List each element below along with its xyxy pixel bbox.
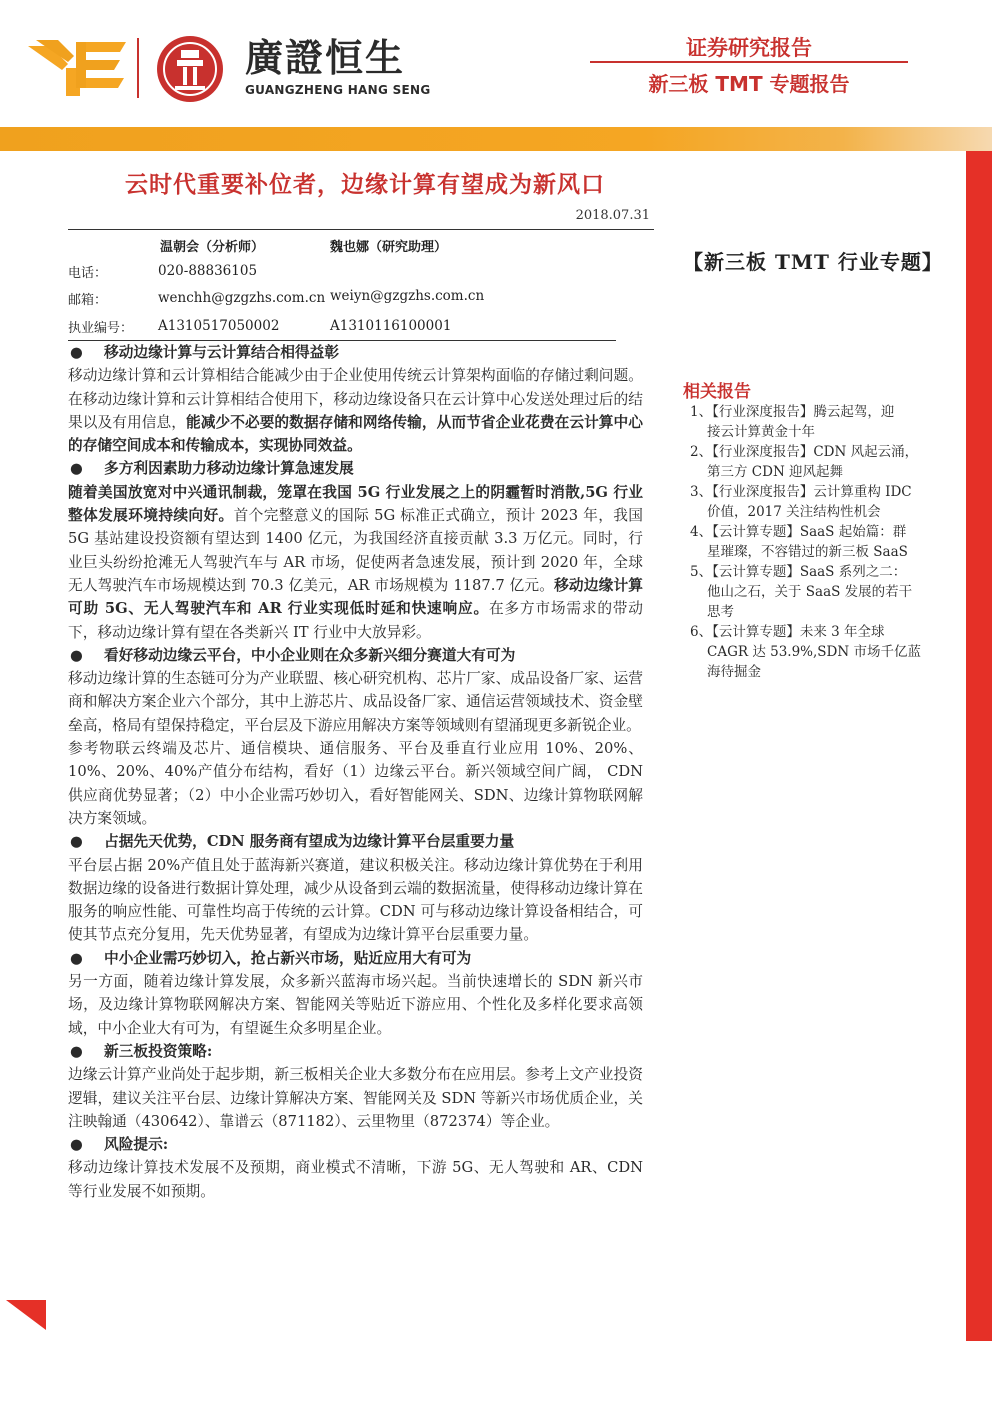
paragraph-text: 在多方市场需求的带动下，移动边缘计算有望在各类新兴 IT 行业中大放异彩。 (68, 600, 643, 641)
related-report-line: 4、【云计算专题】SaaS 起始篇：群 (690, 524, 907, 540)
section-paragraph (68, 667, 643, 737)
bullet-icon: ● (70, 1136, 83, 1154)
related-report-line: 2、【行业深度报告】CDN 风起云涌， (690, 444, 919, 460)
bullet-icon: ● (70, 460, 83, 478)
related-report-item[interactable] (690, 442, 948, 482)
bullet-icon: ● (70, 344, 83, 361)
report-title: 云时代重要补位者，边缘计算有望成为新风口 (125, 172, 605, 198)
section-heading (68, 830, 643, 853)
company-ye-logo (28, 38, 128, 98)
section-heading (68, 947, 643, 970)
assistant-email[interactable]: weiyn@gzgzhs.com.cn (330, 288, 485, 304)
assistant-name: 魏也娜（研究助理） (330, 240, 448, 255)
header-color-band (0, 127, 992, 151)
section-heading-text: 中小企业需巧妙切入，抢占新兴市场，贴近应用大有可为 (104, 949, 472, 967)
corner-triangle-decoration (6, 1300, 46, 1330)
license-label: 执业编号： (68, 321, 134, 336)
emphasis-text: 能减少不必要的数据存储和网络传输，从而节省企业花费在云计算中心的存储空间成本和传输成本，实现协同效益。 (68, 413, 643, 455)
report-subtype: 新三板 TMT 专题报告 (648, 72, 850, 96)
right-accent-bar (966, 151, 992, 1341)
related-report-item[interactable] (690, 562, 948, 622)
related-report-line: 1、【行业深度报告】腾云起驾，迎 (690, 404, 895, 420)
paragraph-text: 参考物联云终端及芯片、通信模块、通信服务、平台及垂直行业应用 10%、20%、10%、20%、40%产值分布结构，看好（1）边缘云平台。新兴领域空间广阔， CDN 供应商优势显著；（2）中小企业需巧妙切入，看好智能网关、SDN、边缘计算物联网解决方案领域。 (68, 740, 643, 827)
email-label: 邮箱： (68, 293, 108, 308)
analyst-name: 温朝会（分析师） (160, 240, 265, 255)
date-divider (68, 229, 654, 230)
related-report-line: 海待掘金 (707, 664, 761, 680)
related-report-line: 星璀璨，不容错过的新三板 SaaS (707, 544, 908, 560)
related-report-line: 第三方 CDN 迎风起舞 (707, 464, 844, 480)
section-heading (68, 1133, 643, 1156)
paragraph-text: 移动边缘计算的生态链可分为产业联盟、核心研究机构、芯片厂家、成品设备厂家、运营商和解决方案企业六个部分，其中上游芯片、成品设备厂家、通信运营领域技术、资金壁垒高，格局有望保持稳定，平台层及下游应用解决方案等领域则有望涌现更多新锐企业。 (68, 670, 643, 734)
paragraph-text: 另一方面，随着边缘计算发展，众多新兴蓝海市场兴起。当前快速增长的 SDN 新兴市场，及边缘计算物联网解决方案、智能网关等贴近下游应用、个性化及多样化要求高领域，中小企业大有可为，有望诞生众多明星企业。 (68, 973, 643, 1037)
section-heading-text: 占据先天优势，CDN 服务商有望成为边缘计算平台层重要力量 (104, 833, 515, 851)
section-paragraph (68, 737, 643, 830)
section-heading-text: 新三板投资策略: (104, 1042, 213, 1060)
section-paragraph (68, 1156, 643, 1203)
logo-divider (137, 38, 139, 98)
bullet-icon: ● (70, 646, 83, 664)
brand-name-cn: 廣證恒生 (245, 36, 406, 80)
related-report-item[interactable] (690, 402, 948, 442)
report-type: 证券研究报告 (686, 36, 812, 60)
section-paragraph (68, 364, 643, 457)
related-report-line: 3、【行业深度报告】云计算重构 IDC (690, 484, 912, 500)
report-date: 2018.07.31 (575, 208, 650, 223)
section-heading-text: 多方利因素助力移动边缘计算急速发展 (104, 460, 354, 478)
analyst-email[interactable]: wenchh@gzgzhs.com.cn (158, 290, 326, 306)
assistant-license-id: A1310116100001 (330, 318, 452, 334)
related-report-line: CAGR 达 53.9%,SDN 市场千亿蓝 (707, 644, 921, 660)
bullet-icon: ● (70, 1042, 83, 1060)
section-heading (68, 1040, 643, 1063)
related-report-line: 5、【云计算专题】SaaS 系列之二： (690, 564, 907, 580)
related-report-line: 接云计算黄金十年 (707, 424, 815, 440)
bullet-icon: ● (70, 949, 83, 967)
related-reports-list (690, 402, 948, 682)
related-report-item[interactable] (690, 522, 948, 562)
related-report-line: 6、【云计算专题】未来 3 年全球 (690, 624, 885, 640)
section-heading (68, 644, 643, 667)
section-paragraph (68, 1063, 643, 1133)
paragraph-text: 平台层占据 20%产值且处于蓝海新兴赛道，建议积极关注。移动边缘计算优势在于利用数据边缘的设备进行数据计算处理，减少从设备到云端的数据流量，使得移动边缘计算在服务的响应性能、可靠性均高于传统的云计算。CDN 可与移动边缘计算设备相结合，可使其节点充分复用，先天优势显著，有望成为边缘计算平台层重要力量。 (68, 856, 643, 944)
guangzheng-seal-logo (155, 34, 225, 104)
section-heading-text: 看好移动边缘云平台，中小企业则在众多新兴细分赛道大有可为 (104, 646, 516, 664)
paragraph-text: 边缘云计算产业尚处于起步期，新三板相关企业大多数分布在应用层。参考上文产业投资逻辑，建议关注平台层、边缘计算解决方案、智能网关及 SDN 等新兴市场优质企业，关注映翰通（430642）、靠谱云（871182）、云里物里（872374）等企业。 (68, 1066, 643, 1130)
emphasis-text: 移动边缘计算可助 5G、无人驾驶汽车和 AR 行业实现低时延和快速响应。 (68, 576, 643, 618)
related-reports-title: 相关报告 (683, 382, 751, 402)
related-report-line: 思考 (707, 604, 734, 620)
related-report-line: 价值，2017 关注结构性机会 (707, 504, 881, 520)
report-type-divider (590, 61, 908, 63)
related-report-item[interactable] (690, 482, 948, 522)
analyst-license-id: A1310517050002 (158, 318, 280, 334)
related-report-line: 他山之石，关于 SaaS 发展的若干 (707, 584, 913, 600)
phone-label: 电话： (68, 266, 108, 281)
paragraph-text: 移动边缘计算和云计算相结合能减少由于企业使用传统云计算架构面临的存储过剩问题。在移动边缘计算和云计算相结合使用下，移动边缘设备只在云计算中心发送处理过后的结果以及有用信息， (68, 367, 643, 431)
phone-value: 020-88836105 (158, 263, 258, 279)
section-paragraph (68, 481, 643, 644)
section-heading (68, 457, 643, 480)
section-heading-text: 移动边缘计算与云计算结合相得益彰 (104, 344, 340, 361)
section-heading (68, 341, 643, 364)
topic-tag: 【新三板 TMT 行业专题】 (683, 250, 943, 274)
paragraph-text: 首个完整意义的国际 5G 标准正式确立，预计 2023 年，我国 5G 基站建设投资额有望达到 1400 亿元，为我国经济直接贡献 3.3 万亿元。同时，行业巨头纷纷抢滩无人驾驶汽车与 AR 市场，促使两者急速发展，预计到 2020 年，全球无人驾驶汽车市场规模达到 70.3 亿美元，AR 市场规模为 1187.7 亿元。 (68, 507, 643, 594)
report-summary-body (68, 341, 643, 1203)
section-paragraph (68, 970, 643, 1040)
brand-name-en: GUANGZHENG HANG SENG (245, 83, 431, 97)
emphasis-text: 随着美国放宽对中兴通讯制裁，笼罩在我国 5G 行业发展之上的阴霾暂时消散,5G 行业整体发展环境持续向好。 (68, 483, 643, 525)
section-paragraph (68, 854, 643, 947)
section-heading-text: 风险提示: (104, 1136, 169, 1154)
paragraph-text: 移动边缘计算技术发展不及预期，商业模式不清晰，下游 5G、无人驾驶和 AR、CDN 等行业发展不如预期。 (68, 1159, 643, 1200)
bullet-icon: ● (70, 833, 83, 851)
related-report-item[interactable] (690, 622, 948, 682)
